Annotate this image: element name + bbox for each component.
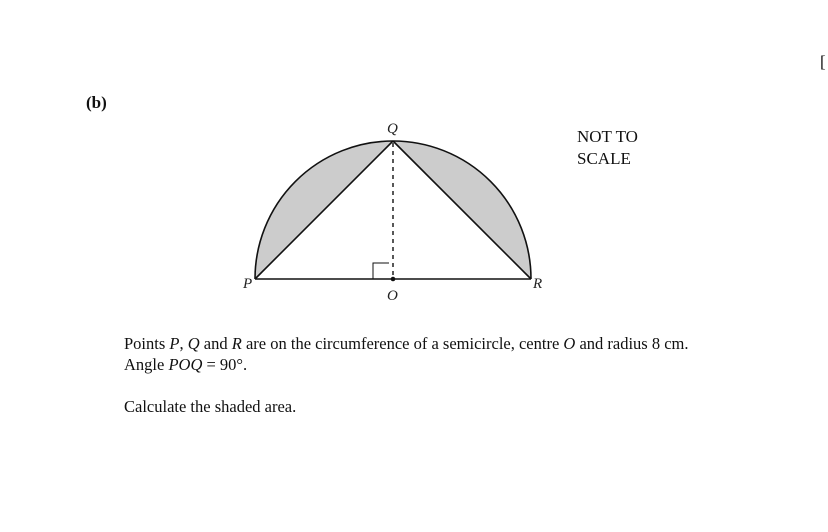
label-point-p: P bbox=[243, 276, 253, 292]
centre-point-o bbox=[391, 277, 396, 282]
not-to-scale-note bbox=[577, 126, 638, 170]
text-fragment: and bbox=[199, 334, 232, 353]
label-point-o: O bbox=[387, 288, 398, 304]
label-point-q: Q bbox=[387, 121, 398, 137]
text-fragment: Points bbox=[124, 334, 170, 353]
text-fragment: and radius 8 cm. bbox=[575, 334, 689, 353]
spacer bbox=[124, 375, 689, 396]
question-angle-line bbox=[124, 354, 689, 375]
text-fragment: are on the circumference of a semicircle, centre bbox=[241, 334, 564, 353]
part-label: (b) bbox=[86, 93, 107, 112]
page-edge-bracket: [ bbox=[820, 52, 826, 71]
not-to-scale-line-1: NOT TO bbox=[577, 127, 638, 146]
question-text bbox=[124, 333, 689, 417]
angle-name: POQ bbox=[168, 355, 203, 374]
right-angle-marker bbox=[373, 263, 389, 279]
var-q: Q bbox=[187, 334, 200, 353]
var-p: P bbox=[169, 334, 180, 353]
question-instruction: Calculate the shaded area. bbox=[124, 397, 297, 416]
var-r: R bbox=[231, 334, 242, 353]
angle-value: = 90°. bbox=[202, 355, 248, 374]
not-to-scale-line-2: SCALE bbox=[577, 149, 631, 168]
text-fragment: , bbox=[179, 334, 188, 353]
question-sentence-1 bbox=[124, 333, 689, 354]
label-point-r: R bbox=[533, 276, 543, 292]
text-fragment: Angle bbox=[124, 355, 169, 374]
var-o: O bbox=[563, 334, 576, 353]
